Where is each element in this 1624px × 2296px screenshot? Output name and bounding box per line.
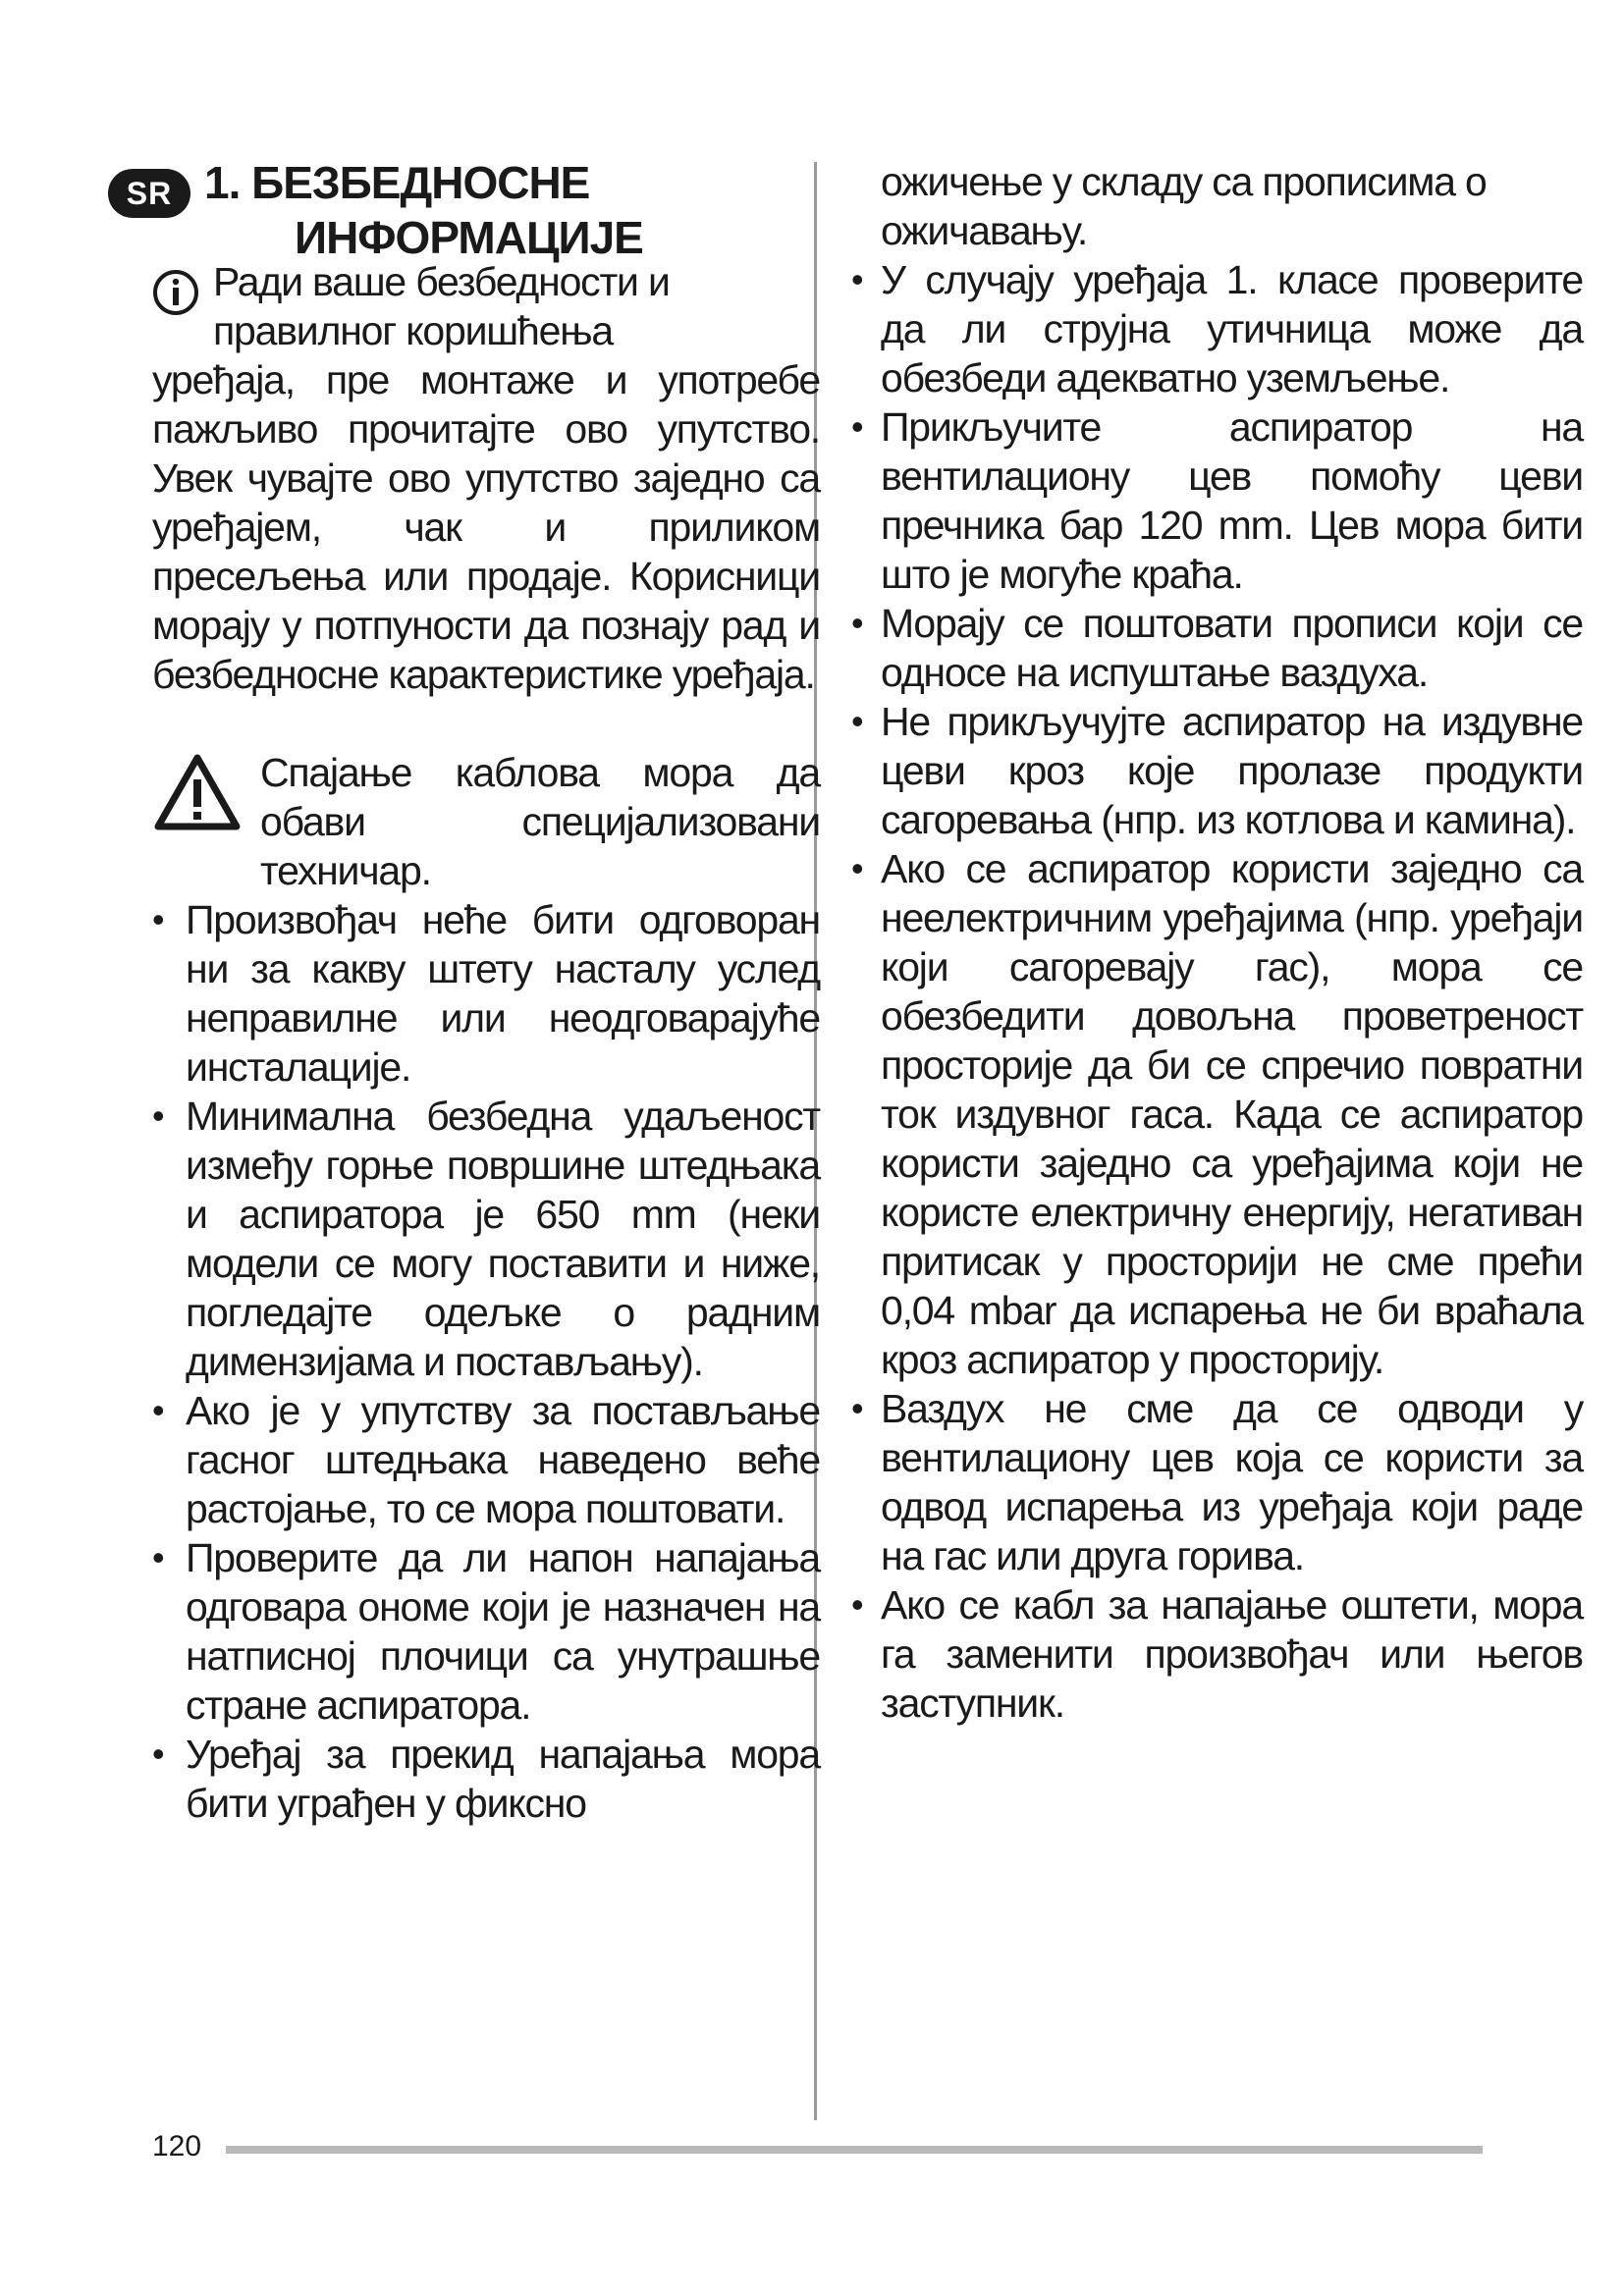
warning-text: Спајање каблова мора да обави специјализовани техничар. (260, 750, 820, 893)
intro-line-1: Ради ваше безбедности и (213, 259, 670, 304)
list-item: • Прикључите аспиратор на вентилациону цев помоћу цеви пречника бар 120 mm. Цев мора бити што је могуће краћа. (851, 402, 1583, 599)
title-line-2: ИНФОРМАЦИЈЕ (295, 212, 643, 263)
right-bullet-list (851, 255, 1583, 1728)
list-item: • Морају се поштовати прописи који се односе на испуштање ваздуха. (851, 599, 1583, 697)
warning-icon (152, 752, 243, 832)
continued-text: ожичење у складу са прописима о ожичавању. (881, 159, 1487, 253)
left-column (152, 257, 820, 1828)
intro-line-2: правилног коришћења (213, 308, 613, 353)
list-item: • Уређај за прекид напајања мора бити уграђен у фиксно (152, 1730, 820, 1828)
list-item: • Минимална безбедна удаљеност између горње површине штедњака и аспиратора је 650 mm (неки модели се могу поставити и ниже, погледајте одељке о радним димензијама и постављању). (152, 1092, 820, 1386)
warning-paragraph (152, 748, 820, 895)
footer-rule (226, 2146, 1483, 2154)
section-title (204, 155, 833, 265)
list-item: • Ако се кабл за напајање оштети, мора га заменити произвођач или његов заступник. (851, 1580, 1583, 1728)
list-item: • Ваздух не сме да се одводи у вентилациону цев која се користи за одвод испарења из уређаја који раде на гас или друга горива. (851, 1384, 1583, 1580)
language-badge: SR (108, 169, 190, 218)
intro-text: уређаја, пре монтаже и употребе пажљиво прочитајте ово упутство. Увек чувајте ово упутство заједно са уређајем, чак и приликом пресељења или продаје. Корисници морају у потпуности да познају рад и безбедносне карактеристике уређаја. (152, 357, 820, 697)
list-item: • Ако је у упутству за постављање гасног штедњака наведено веће растојање, то се мора поштовати. (152, 1386, 820, 1533)
list-item: • Произвођач неће бити одговоран ни за какву штету насталу услед неправилне или неодговарајуће инсталације. (152, 895, 820, 1092)
left-bullet-list (152, 895, 820, 1828)
list-item: • У случају уређаја 1. класе проверите да ли струјна утичница може да обезбеди адекватно уземљење. (851, 255, 1583, 402)
right-column (851, 157, 1583, 1728)
title-line-1: 1. БЕЗБЕДНОСНЕ (204, 157, 590, 208)
intro-paragraph (152, 257, 820, 699)
info-icon (152, 269, 199, 316)
list-item: • Не прикључујте аспиратор на издувне цеви кроз које пролазе продукти сагоревања (нпр. из котлова и камина). (851, 697, 1583, 844)
list-item: • Ако се аспиратор користи заједно са неелектричним уређајима (нпр. уређаји који сагоревају гас), мора се обезбедити довољна проветреност просторије да би се спречио повратни ток издувног гаса. Када се аспиратор користи заједно са уређајима који не користе електричну енергију, негативан притисак у просторији не сме прећи 0,04 mbar да испарења не би враћала кроз аспиратор у просторију. (851, 844, 1583, 1384)
list-item: • Проверите да ли напон напајања одговара ономе који је назначен на натписној плочици са унутрашње стране аспиратора. (152, 1533, 820, 1730)
page-number: 120 (152, 2130, 202, 2163)
